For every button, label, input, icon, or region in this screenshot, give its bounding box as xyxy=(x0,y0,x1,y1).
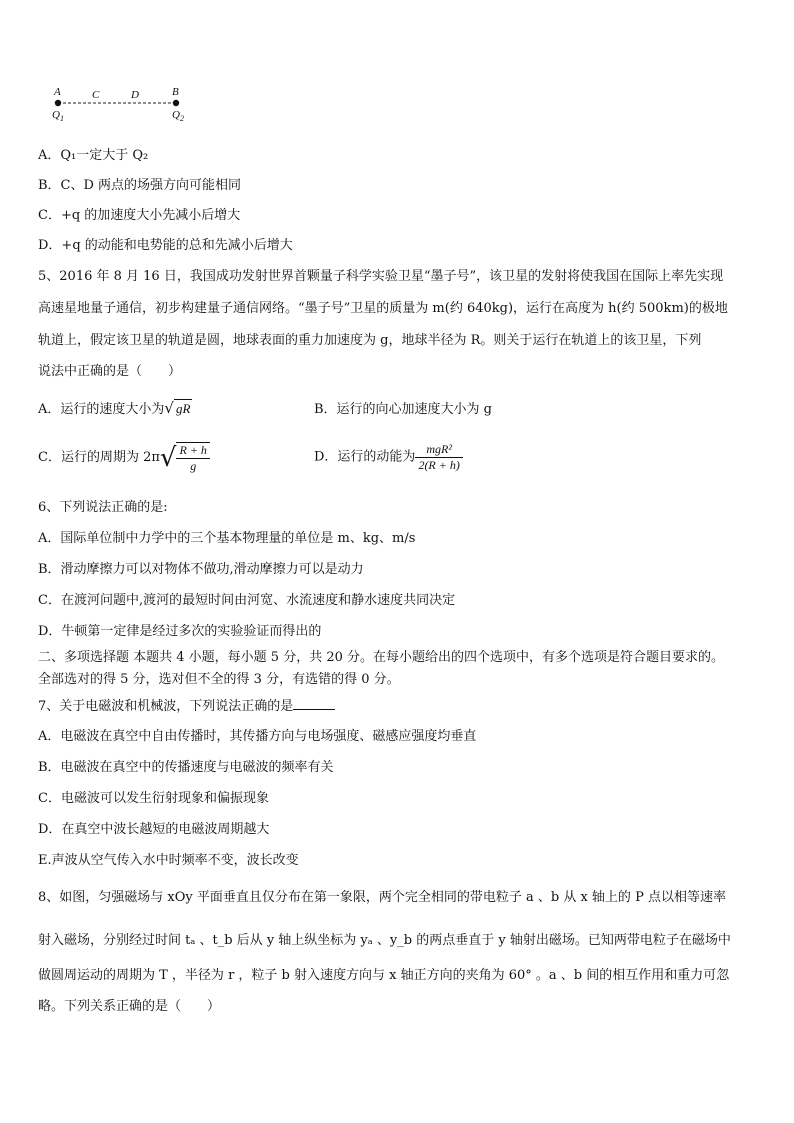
q7-option-d: D．在真空中波长越短的电磁波周期越大 xyxy=(38,822,270,837)
q4-option-c: C．+q 的加速度大小先减小后增大 xyxy=(38,208,241,223)
point-b-dot xyxy=(173,100,179,106)
label-a: A xyxy=(54,86,61,98)
q8-stem-line-4: 略。下列关系正确的是（ ） xyxy=(38,999,221,1014)
q4-option-b: B．C、D 两点的场强方向可能相同 xyxy=(38,178,242,193)
label-b: B xyxy=(172,86,179,98)
q4-option-d: D．+q 的动能和电势能的总和先减小后增大 xyxy=(38,238,293,253)
q5-stem-line-2: 高速星地量子通信，初步构建量子通信网络。“墨子号”卫星的质量为 m(约 640kg)，运行在高度为 h(约 500km)的极地 xyxy=(38,301,728,316)
q6-option-b: B．滑动摩擦力可以对物体不做功,滑动摩擦力可以是动力 xyxy=(38,562,364,577)
q6-option-a: A．国际单位制中力学中的三个基本物理量的单位是 m、kg、m/s xyxy=(38,531,416,546)
q6-option-d: D．牛顿第一定律是经过多次的实验验证而得出的 xyxy=(38,624,322,639)
q8-stem-line-1: 8、如图，匀强磁场与 xOy 平面垂直且仅分布在第一象限，两个完全相同的带电粒子 a 、b 从 x 轴上的 P 点以相等速率 xyxy=(38,890,726,905)
q7-option-e: E.声波从空气传入水中时频率不变，波长改变 xyxy=(38,853,299,868)
q5-stem-line-4: 说法中正确的是（ ） xyxy=(38,364,182,379)
q6-option-c: C．在渡河问题中,渡河的最短时间由河宽、水流速度和静水速度共同决定 xyxy=(38,593,456,608)
section2-instructions-line-2: 全部选对的得 5 分，选对但不全的得 3 分，有选错的得 0 分。 xyxy=(38,672,400,687)
q5-stem-line-3: 轨道上，假定该卫星的轨道是圆，地球表面的重力加速度为 g，地球半径为 R。则关于运行在轨道上的该卫星，下列 xyxy=(38,333,702,348)
q5-option-c: C．运行的周期为 2π√ $\frac{R + h}{g}$ xyxy=(38,442,210,482)
charge-line-figure xyxy=(48,86,198,126)
q8-stem-line-3: 做圆周运动的周期为 T ，半径为 r ，粒子 b 射入速度方向与 x 轴正方向的夹角为 60° 。a 、b 间的相互作用和重力可忽 xyxy=(38,968,730,983)
point-a-dot xyxy=(55,100,61,106)
q5-option-b: B．运行的向心加速度大小为 g xyxy=(314,402,493,417)
label-q2: $Q_2$ xyxy=(172,109,184,124)
q8-stem-line-2: 射入磁场，分别经过时间 tₐ 、t_b 后从 y 轴上纵坐标为 yₐ 、y_b 的两点垂直于 y 轴射出磁场。已知两带电粒子在磁场中 xyxy=(38,933,731,948)
q6-stem: 6、下列说法正确的是: xyxy=(38,500,168,515)
label-d: D xyxy=(131,89,139,101)
label-q1: $Q_1$ xyxy=(52,109,64,124)
q5-option-a: A．运行的速度大小为√ gR xyxy=(38,399,191,417)
sqrt-gr: gR xyxy=(175,401,191,416)
answer-blank xyxy=(293,697,335,710)
q7-option-c: C．电磁波可以发生衍射现象和偏振现象 xyxy=(38,791,269,806)
q7-option-a: A．电磁波在真空中自由传播时，其传播方向与电场强度、磁感应强度均垂直 xyxy=(38,729,477,744)
section2-instructions-line-1: 二、多项选择题 本题共 4 小题，每小题 5 分，共 20 分。在每小题给出的四个选项中，有多个选项是符合题目要求的。 xyxy=(38,650,725,665)
q5-option-d: D．运行的动能为 $\frac{\text{mgR²}}{2(R + h)}$ xyxy=(314,442,463,482)
q4-option-a: A．Q₁一定大于 Q₂ xyxy=(38,148,149,163)
q7-option-b: B．电磁波在真空中的传播速度与电磁波的频率有关 xyxy=(38,760,334,775)
label-c: C xyxy=(92,89,100,101)
q7-stem: 7、关于电磁波和机械波，下列说法正确的是 xyxy=(38,697,335,716)
q5-stem-line-1: 5、2016 年 8 月 16 日，我国成功发射世界首颗量子科学实验卫星“墨子号”，该卫星的发射将使我国在国际上率先实现 xyxy=(38,269,724,284)
